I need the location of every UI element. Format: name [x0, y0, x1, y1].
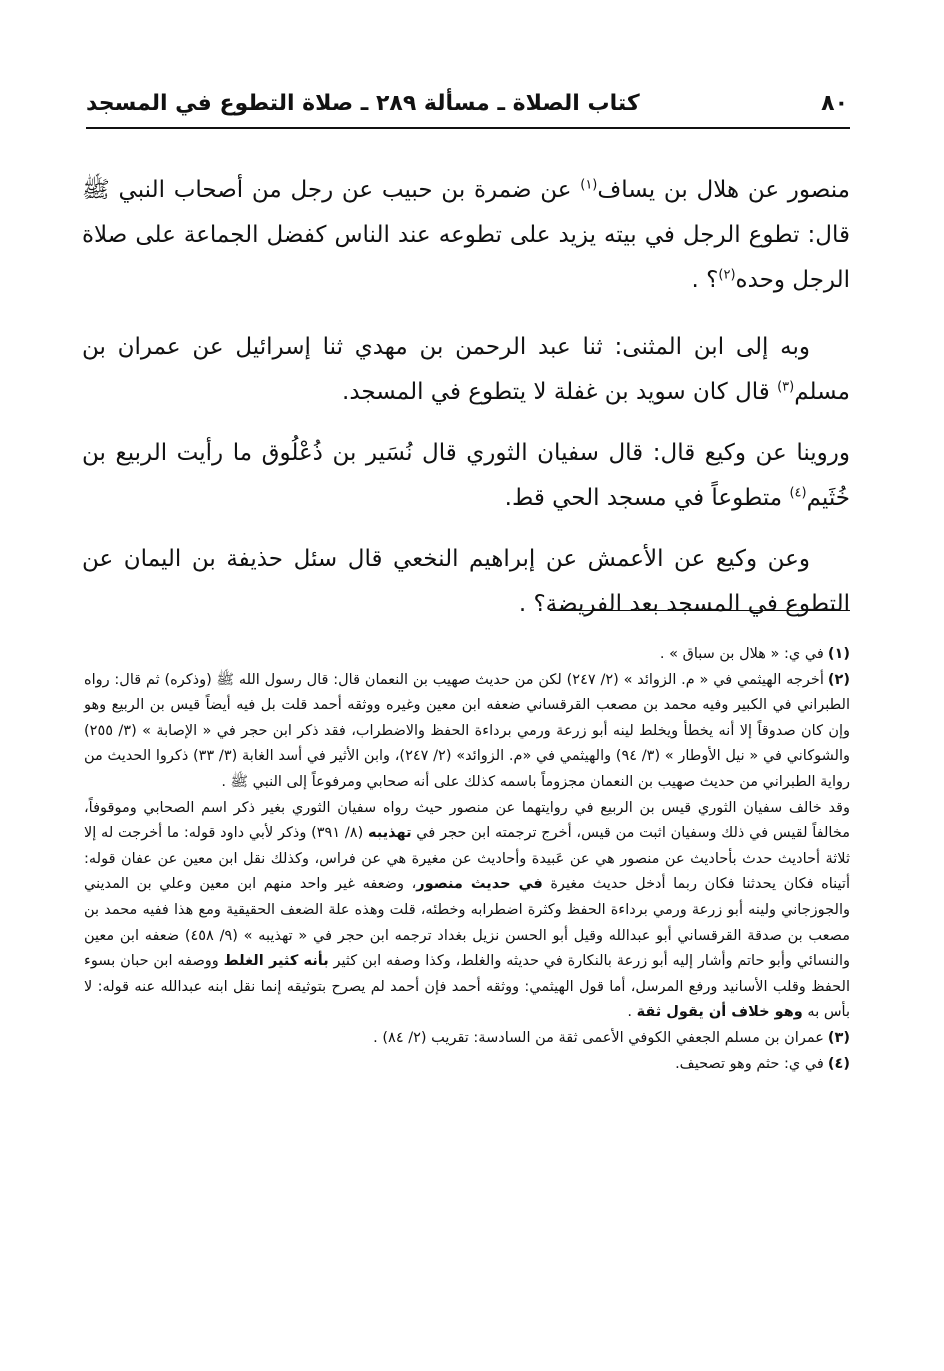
footnote-2-cont-c: ، وضعفه غير واحد منهم ابن معين وعلي بن المديني والجوزجاني ولينه أبو زرعة ورمي برداءة الحفظ وكثرة اضطرابه وخطئه، قلت وهذه علة الضعف الحقيقية ومع هذا ففيه محمد بن مصعب بن صدقة القرقساني أبو عبدالله وقيل أبو الحسن نزيل بغداد ترجمه ابن حجر في « تهذيبه » (٩/ ٤٥٨) ضعفه ابن معين والنسائي وأبو حاتم وأشار إليه أبو زرعة بالنكارة في حديثه والغلط، وكذا وصفه ابن كثير — [84, 876, 851, 970]
footnote-4-text: في ي: حثم وهو تصحيف. — [675, 1055, 824, 1072]
footnote-separator — [550, 610, 850, 611]
footnote-ref-1[interactable]: (١) — [580, 177, 598, 193]
paragraph-3-part-b: متطوعاً في مسجد الحي قط. — [504, 485, 790, 511]
footnote-1-text: في ي: « هلال بن سباق » . — [659, 646, 824, 662]
paragraph-1 — [82, 168, 850, 303]
footnote-2-end: . — [627, 1004, 637, 1021]
paragraph-3 — [82, 431, 850, 521]
footnote-2-bold-1: في حديث منصور — [416, 876, 543, 893]
footnote-3-text: عمران بن مسلم الجعفي الكوفي الأعمى ثقة من السادسة: تقريب (٢/ ٨٤) . — [373, 1029, 824, 1046]
footnote-2-text: أخرجه الهيثمي في « م. الزوائد » (٢/ ٢٤٧) لكن من حديث صهيب بن النعمان قال: قال رسول الله ﷺ (وذكره) ثم قال: رواه الطبراني في الكبير وفيه محمد بن مصعب القرقساني ضعفه ابن معين وغيره ووثقه أحمد قلت بل فيه أيضاً قيس بن الربيع وهو وإن كان صدوقاً إلا أنه يخطأ ويخلط لينه أبو زرعة ورمي برداءة الحفظ والاضطراب، فقد ذكر ابن حجر في « الإصابة » (٣/ ٢٥٥) والشوكاني في « نيل الأوطار » (٣/ ٩٤) والهيثمي في «م. الزوائد» (٢/ ٢٤٧)، وابن الأثير في أسد الغابة (٣/ ٣٣) ذكروا الحديث من رواية الطبراني من حديث صهيب بن النعمان مجزوماً باسمه كذلك على أنه صحابي ومرفوعاً إلى النبي ﷺ . — [84, 671, 851, 790]
footnote-ref-3[interactable]: (٣) — [777, 379, 795, 395]
running-title: كتاب الصلاة ـ مسألة ٢٨٩ ـ صلاة التطوع في المسجد — [86, 90, 640, 116]
paragraph-2-part-b: قال كان سويد بن غفلة لا يتطوع في المسجد. — [342, 379, 778, 405]
paragraph-1-part-a: منصور عن هلال بن يساف — [597, 177, 850, 203]
footnote-3-number: (٣) — [827, 1029, 850, 1046]
footnote-2-cont-d: ووصفه ابن حبان بسوء الحفظ وقلب الأسانيد ورفع المرسل، أما قول الهيثمي: ووثقه أحمد فإن أحمد لم يصرح بتوثيقه إنما نقل ابنه عبدالله عنه قوله: لا بأس به — [84, 953, 850, 1021]
footnotes — [84, 642, 850, 1077]
main-text — [82, 168, 850, 643]
footnote-2-cont-b: (٨/ ٣٩١) وذكر لأبي داود قوله: ما أخرجت له إلا ثلاثة أحاديث حدث بأحاديث عن منصور هي عن عَبيدة وأحاديث عن مغيرة هي عن فراس، وكذلك نقل ابن معين عن عفان قوله: أتيناه فكان يحدثنا فكان ربما أدخل حديث مغيرة — [84, 825, 850, 893]
footnote-4-number: (٤) — [827, 1055, 850, 1072]
footnote-ref-2[interactable]: (٢) — [718, 267, 736, 283]
footnote-4 — [84, 1052, 850, 1078]
page-number: ٨٠ — [821, 90, 848, 116]
footnote-2-cont-a: وقد خالف سفيان الثوري قيس بن الربيع في روايتهما عن منصور حيث رواه سفيان الثوري بغير ذكر اسم الصحابي وموقوفاً، مخالفاً لقيس في ذلك وسفيان اثبت من قيس، أخرج ترجمته ابن حجر في — [84, 799, 850, 842]
paragraph-4: وعن وكيع عن الأعمش عن إبراهيم النخعي قال سئل حذيفة بن اليمان عن التطوع في المسجد بعد الفريضة؟ . — [82, 546, 850, 617]
footnote-2-number: (٢) — [827, 671, 851, 688]
paragraph-3-part-a: وروينا عن وكيع قال: قال سفيان الثوري قال نُسَير بن ذُعْلُوق ما رأيت الربيع بن خُثَيم — [82, 440, 850, 511]
page-header — [86, 82, 848, 124]
paragraph-1-part-c: ؟ . — [691, 267, 719, 293]
footnote-1-number: (١) — [827, 646, 850, 662]
footnote-2-tahdhib: تهذيبه — [367, 825, 412, 842]
footnote-2-bold-3: وهو خلاف أن يقول ثقة — [636, 1004, 803, 1021]
paragraph-2 — [82, 325, 850, 415]
footnote-2-bold-2: بأنه كثير الغلط — [223, 953, 329, 970]
header-rule — [86, 127, 850, 129]
footnote-2-continuation — [84, 796, 850, 1026]
paragraph-2-part-a: وبه إلى ابن المثنى: ثنا عبد الرحمن بن مهدي ثنا إسرائيل عن عمران بن مسلم — [82, 334, 850, 405]
paragraph-1-part-b: عن ضمرة بن حبيب عن رجل من أصحاب النبي ﷺ قال: تطوع الرجل في بيته يزيد على تطوعه عند الناس كفضل الجماعة على صلاة الرجل وحده — [82, 177, 850, 293]
footnote-1 — [84, 642, 850, 668]
footnote-2 — [84, 668, 850, 796]
footnote-ref-4[interactable]: (٤) — [789, 485, 807, 501]
footnote-3 — [84, 1026, 850, 1052]
